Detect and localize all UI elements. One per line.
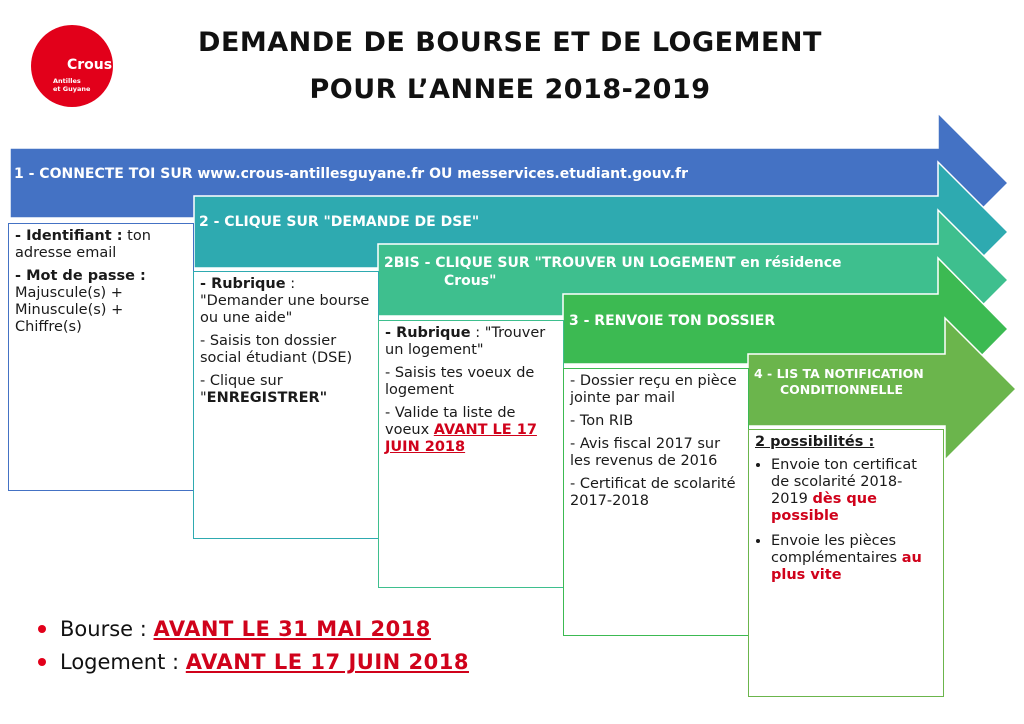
deadline-bourse: Bourse : AVANT LE 31 MAI 2018 — [38, 617, 431, 641]
possibilities-list — [755, 457, 937, 584]
step-3-card — [563, 368, 749, 636]
validate-item: - Valide ta liste de voeux AVANT LE 17 JUIN 2018 — [385, 405, 537, 455]
avis-fiscal-item: - Avis fiscal 2017 sur les revenus de 2016 — [570, 436, 721, 469]
page-title-line2: POUR L’ANNEE 2018-2019 — [309, 74, 711, 105]
step-4-card — [748, 429, 944, 697]
bullet-icon — [38, 625, 46, 633]
step-1-card — [8, 223, 194, 491]
password-item: - Mot de passe : Majuscule(s) + Minuscule(s) + Chiffre(s) — [15, 268, 146, 335]
voeux-item: - Saisis tes voeux de logement — [385, 365, 535, 398]
dossier-item: - Dossier reçu en pièce jointe par mail — [570, 373, 737, 406]
identifiant-item: - Identifiant : ton adresse email — [15, 228, 151, 261]
step-4-label: 4 - LIS TA NOTIFICATION CONDITIONNELLE — [754, 366, 924, 397]
bullet-icon — [38, 658, 46, 666]
logo-subtitle: Antilles et Guyane — [53, 77, 91, 93]
rubrique-item: - Rubrique : "Demander une bourse ou une aide" — [200, 276, 370, 326]
possibility-item: • Envoie les pièces complémentaires au plus vite — [771, 533, 937, 584]
rubrique-logement-item: - Rubrique : "Trouver un logement" — [385, 325, 546, 358]
certificat-item: - Certificat de scolarité 2017-2018 — [570, 476, 736, 509]
dse-item: - Saisis ton dossier social étudiant (DSE) — [200, 333, 353, 366]
step-2-label: 2 - CLIQUE SUR "DEMANDE DE DSE" — [199, 214, 480, 230]
logo-brand: Crous — [67, 57, 113, 73]
rib-item: - Ton RIB — [570, 413, 634, 429]
page-title-line1: DEMANDE DE BOURSE ET DE LOGEMENT — [198, 27, 822, 58]
step-2bis-label: 2BIS - CLIQUE SUR "TROUVER UN LOGEMENT en résidence Crous" — [384, 255, 842, 289]
step-2-card — [193, 271, 379, 539]
save-item: - Clique sur "ENREGISTRER" — [200, 373, 328, 406]
possibility-item: • Envoie ton certificat de scolarité 2018-2019 dès que possible — [771, 457, 937, 525]
possibilities-heading: 2 possibilités : — [755, 434, 875, 450]
step-2bis-card — [378, 320, 564, 588]
step-1-label: 1 - CONNECTE TOI SUR www.crous-antillesguyane.fr OU messervices.etudiant.gouv.fr — [14, 166, 689, 182]
step-3-label: 3 - RENVOIE TON DOSSIER — [569, 313, 776, 329]
deadline-logement: Logement : AVANT LE 17 JUIN 2018 — [38, 650, 469, 674]
